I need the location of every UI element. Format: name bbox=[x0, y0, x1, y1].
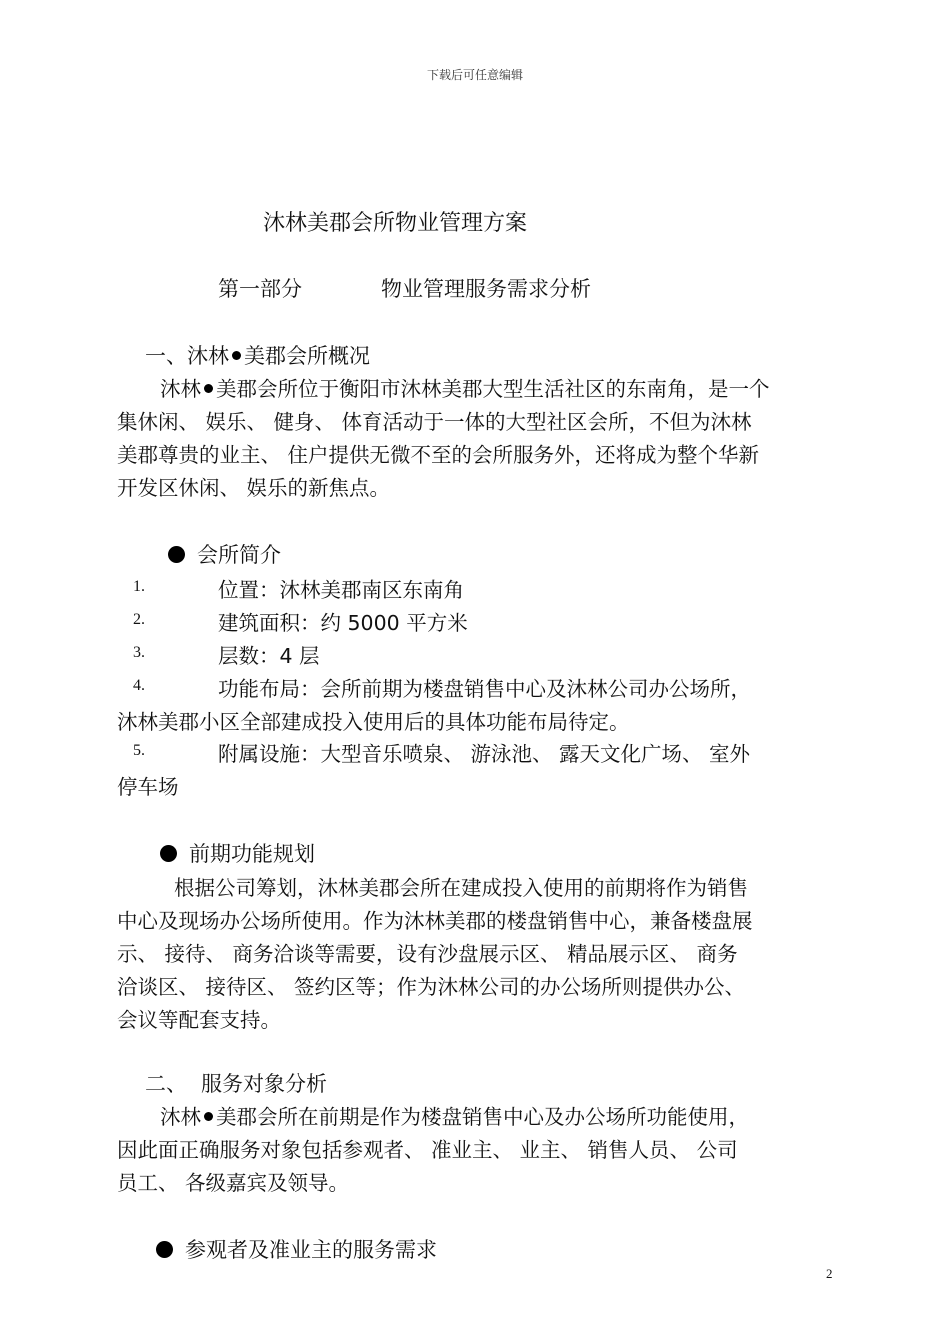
plan-para-line4: 洽谈区、 接待区、 签约区等；作为沐林公司的办公场所则提供办公、 bbox=[117, 975, 746, 999]
section2-number: 二、 bbox=[145, 1072, 187, 1096]
plan-heading bbox=[160, 838, 315, 868]
list-item-2-text: 建筑面积：约 5000 平方米 bbox=[218, 611, 468, 635]
visitor-heading bbox=[156, 1234, 437, 1264]
intro-heading bbox=[168, 539, 281, 569]
part-name: 物业管理服务需求分析 bbox=[381, 277, 591, 301]
section1-para-line2: 集休闲、 娱乐、 健身、 体育活动于一体的大型社区会所，不但为沐林 bbox=[117, 410, 752, 434]
section2-para-line3: 员工、 各级嘉宾及领导。 bbox=[117, 1171, 350, 1195]
list-item-4-number: 4. bbox=[133, 677, 145, 694]
bullet-icon bbox=[156, 1241, 173, 1258]
document-title: 沐林美郡会所物业管理方案 bbox=[263, 211, 528, 236]
text: 美郡会所在前期是作为楼盘销售中心及办公场所功能使用， bbox=[216, 1105, 749, 1129]
list-item-3-number: 3. bbox=[133, 644, 145, 661]
list-item-2-number: 2. bbox=[133, 611, 145, 628]
middle-dot-icon bbox=[232, 351, 241, 360]
section1-para-line3: 美郡尊贵的业主、 住户提供无微不至的会所服务外，还将成为整个华新 bbox=[117, 443, 760, 467]
list-item-1-number: 1. bbox=[133, 578, 145, 595]
plan-para-line2: 中心及现场办公场所使用。作为沐林美郡的楼盘销售中心，兼备楼盘展 bbox=[117, 909, 753, 933]
middle-dot-icon bbox=[204, 384, 213, 393]
page-header: 下载后可任意编辑 bbox=[426, 68, 523, 82]
plan-para-line1: 根据公司筹划，沐林美郡会所在建成投入使用的前期将作为销售 bbox=[174, 876, 748, 900]
section1-heading bbox=[145, 340, 370, 370]
page-number: 2 bbox=[826, 1266, 833, 1281]
list-item-5-continuation: 停车场 bbox=[117, 775, 179, 799]
plan-para-line5: 会议等配套支持。 bbox=[117, 1008, 281, 1032]
text: 沐林 bbox=[160, 1105, 201, 1129]
section1-title-a: 一、沐林 bbox=[145, 344, 229, 368]
text: 美郡会所位于衡阳市沐林美郡大型生活社区的东南角，是一个 bbox=[216, 377, 770, 401]
list-item-5-text: 附属设施：大型音乐喷泉、 游泳池、 露天文化广场、 室外 bbox=[218, 742, 751, 766]
bullet-icon bbox=[168, 546, 185, 563]
text: 会所简介 bbox=[197, 543, 281, 567]
section2-para-line1 bbox=[160, 1100, 749, 1130]
section2-para-line2: 因此面正确服务对象包括参观者、 准业主、 业主、 销售人员、 公司 bbox=[117, 1138, 738, 1162]
section1-para-line1 bbox=[160, 372, 770, 402]
list-item-4-continuation: 沐林美郡小区全部建成投入使用后的具体功能布局待定。 bbox=[117, 710, 630, 734]
list-item-5-number: 5. bbox=[133, 742, 145, 759]
text: 参观者及准业主的服务需求 bbox=[185, 1238, 437, 1262]
section1-para-line4: 开发区休闲、 娱乐的新焦点。 bbox=[117, 476, 391, 500]
list-item-1-text: 位置：沐林美郡南区东南角 bbox=[218, 578, 464, 602]
section1-title-b: 美郡会所概况 bbox=[244, 344, 370, 368]
text: 沐林 bbox=[160, 377, 201, 401]
list-item-3-text: 层数：4 层 bbox=[218, 644, 320, 668]
list-item-4-text: 功能布局：会所前期为楼盘销售中心及沐林公司办公场所， bbox=[218, 677, 751, 701]
plan-para-line3: 示、 接待、 商务洽谈等需要，设有沙盘展示区、 精品展示区、 商务 bbox=[117, 942, 738, 966]
part-label: 第一部分 bbox=[218, 277, 302, 301]
text: 前期功能规划 bbox=[189, 842, 315, 866]
bullet-icon bbox=[160, 845, 177, 862]
section2-title: 服务对象分析 bbox=[201, 1072, 327, 1096]
middle-dot-icon bbox=[204, 1112, 213, 1121]
